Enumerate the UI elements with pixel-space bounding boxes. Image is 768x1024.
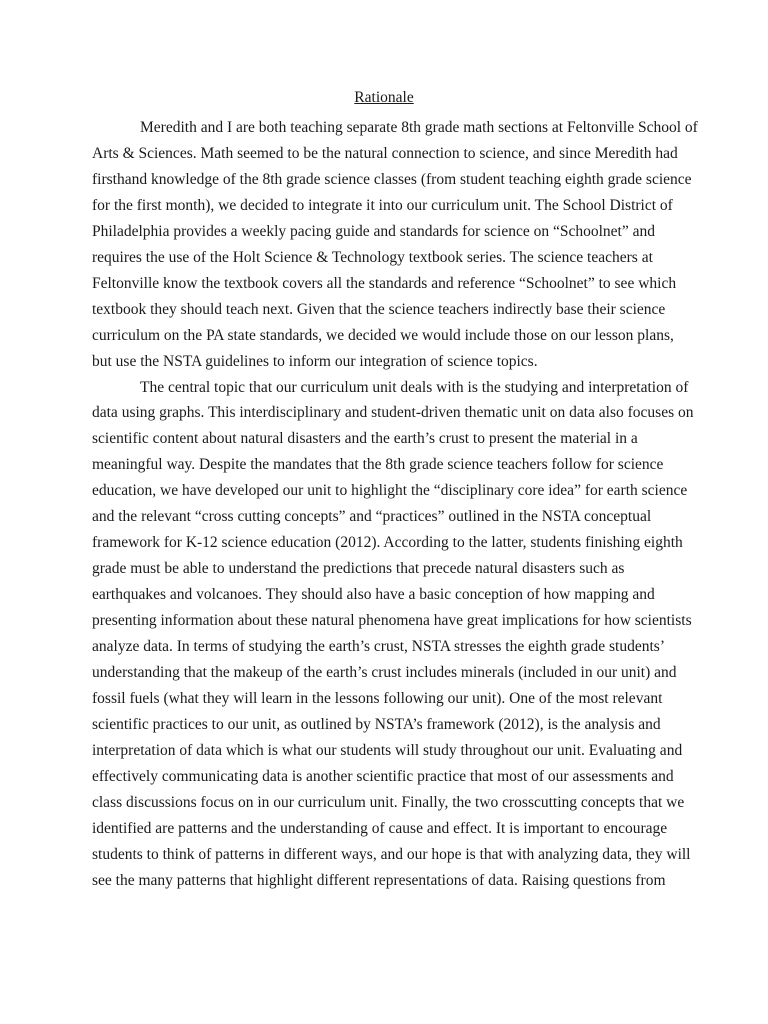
text-line: education, we have developed our unit to highlight the “disciplinary core idea” for earth science — [92, 482, 688, 500]
text-line: scientific practices to our unit, as outlined by NSTA’s framework (2012), is the analysis and — [92, 715, 661, 733]
text-line: requires the use of the Holt Science & Technology textbook series. The science teachers at — [92, 248, 653, 266]
text-line: framework for K-12 science education (2012). According to the latter, students finishing eighth — [92, 534, 683, 552]
text-line: earthquakes and volcanoes. They should also have a basic conception of how mapping and — [92, 586, 655, 604]
paragraph — [92, 375, 692, 894]
document-body — [92, 115, 698, 894]
text-line: scientific content about natural disasters and the earth’s crust to present the material in a — [92, 430, 638, 448]
text-line: Meredith and I are both teaching separate 8th grade math sections at Feltonville School of — [140, 119, 698, 136]
document-title: Rationale — [354, 89, 414, 106]
text-line: identified are patterns and the understanding of cause and effect. It is important to encourage — [92, 819, 668, 837]
text-line: see the many patterns that highlight different representations of data. Raising questions from — [92, 871, 666, 889]
paragraph — [92, 115, 698, 375]
text-line: textbook they should teach next. Given that the science teachers indirectly base their science — [92, 300, 666, 318]
text-line: students to think of patterns in different ways, and our hope is that with analyzing data, they will — [92, 845, 691, 863]
text-line: understanding that the makeup of the earth’s crust includes minerals (included in our unit) and — [92, 664, 677, 682]
text-line: meaningful way. Despite the mandates that the 8th grade science teachers follow for science — [92, 456, 664, 474]
text-line: Arts & Sciences. Math seemed to be the natural connection to science, and since Meredith had — [92, 144, 678, 162]
text-line: interpretation of data which is what our students will study throughout our unit. Evaluating and — [92, 741, 683, 759]
text-line: effectively communicating data is another scientific practice that most of our assessments and — [92, 767, 674, 785]
text-line: fossil fuels (what they will learn in the lessons following our unit). One of the most relevant — [92, 689, 663, 707]
text-line: curriculum on the PA state standards, we decided we would include those on our lesson plans, — [92, 326, 674, 344]
text-line: but use the NSTA guidelines to inform our integration of science topics. — [92, 352, 538, 370]
text-line: for the first month), we decided to integrate it into our curriculum unit. The School District of — [92, 196, 673, 214]
text-line: Philadelphia provides a weekly pacing guide and standards for science on “Schoolnet” and — [92, 222, 655, 240]
text-line: Feltonville know the textbook covers all the standards and reference “Schoolnet” to see which — [92, 274, 677, 292]
text-line: class discussions focus on in our curriculum unit. Finally, the two crosscutting concepts that we — [92, 793, 685, 811]
text-line: analyze data. In terms of studying the earth’s crust, NSTA stresses the eighth grade students’ — [92, 638, 665, 656]
text-line: presenting information about these natural phenomena have great implications for how scientists — [92, 612, 692, 630]
text-line: and the relevant “cross cutting concepts” and “practices” outlined in the NSTA conceptual — [92, 508, 652, 526]
text-line: data using graphs. This interdisciplinary and student-driven thematic unit on data also focuses on — [92, 404, 694, 422]
text-line: firsthand knowledge of the 8th grade science classes (from student teaching eighth grade science — [92, 170, 692, 188]
text-line: grade must be able to understand the predictions that precede natural disasters such as — [92, 560, 625, 578]
text-line: The central topic that our curriculum unit deals with is the studying and interpretation of — [140, 378, 689, 396]
